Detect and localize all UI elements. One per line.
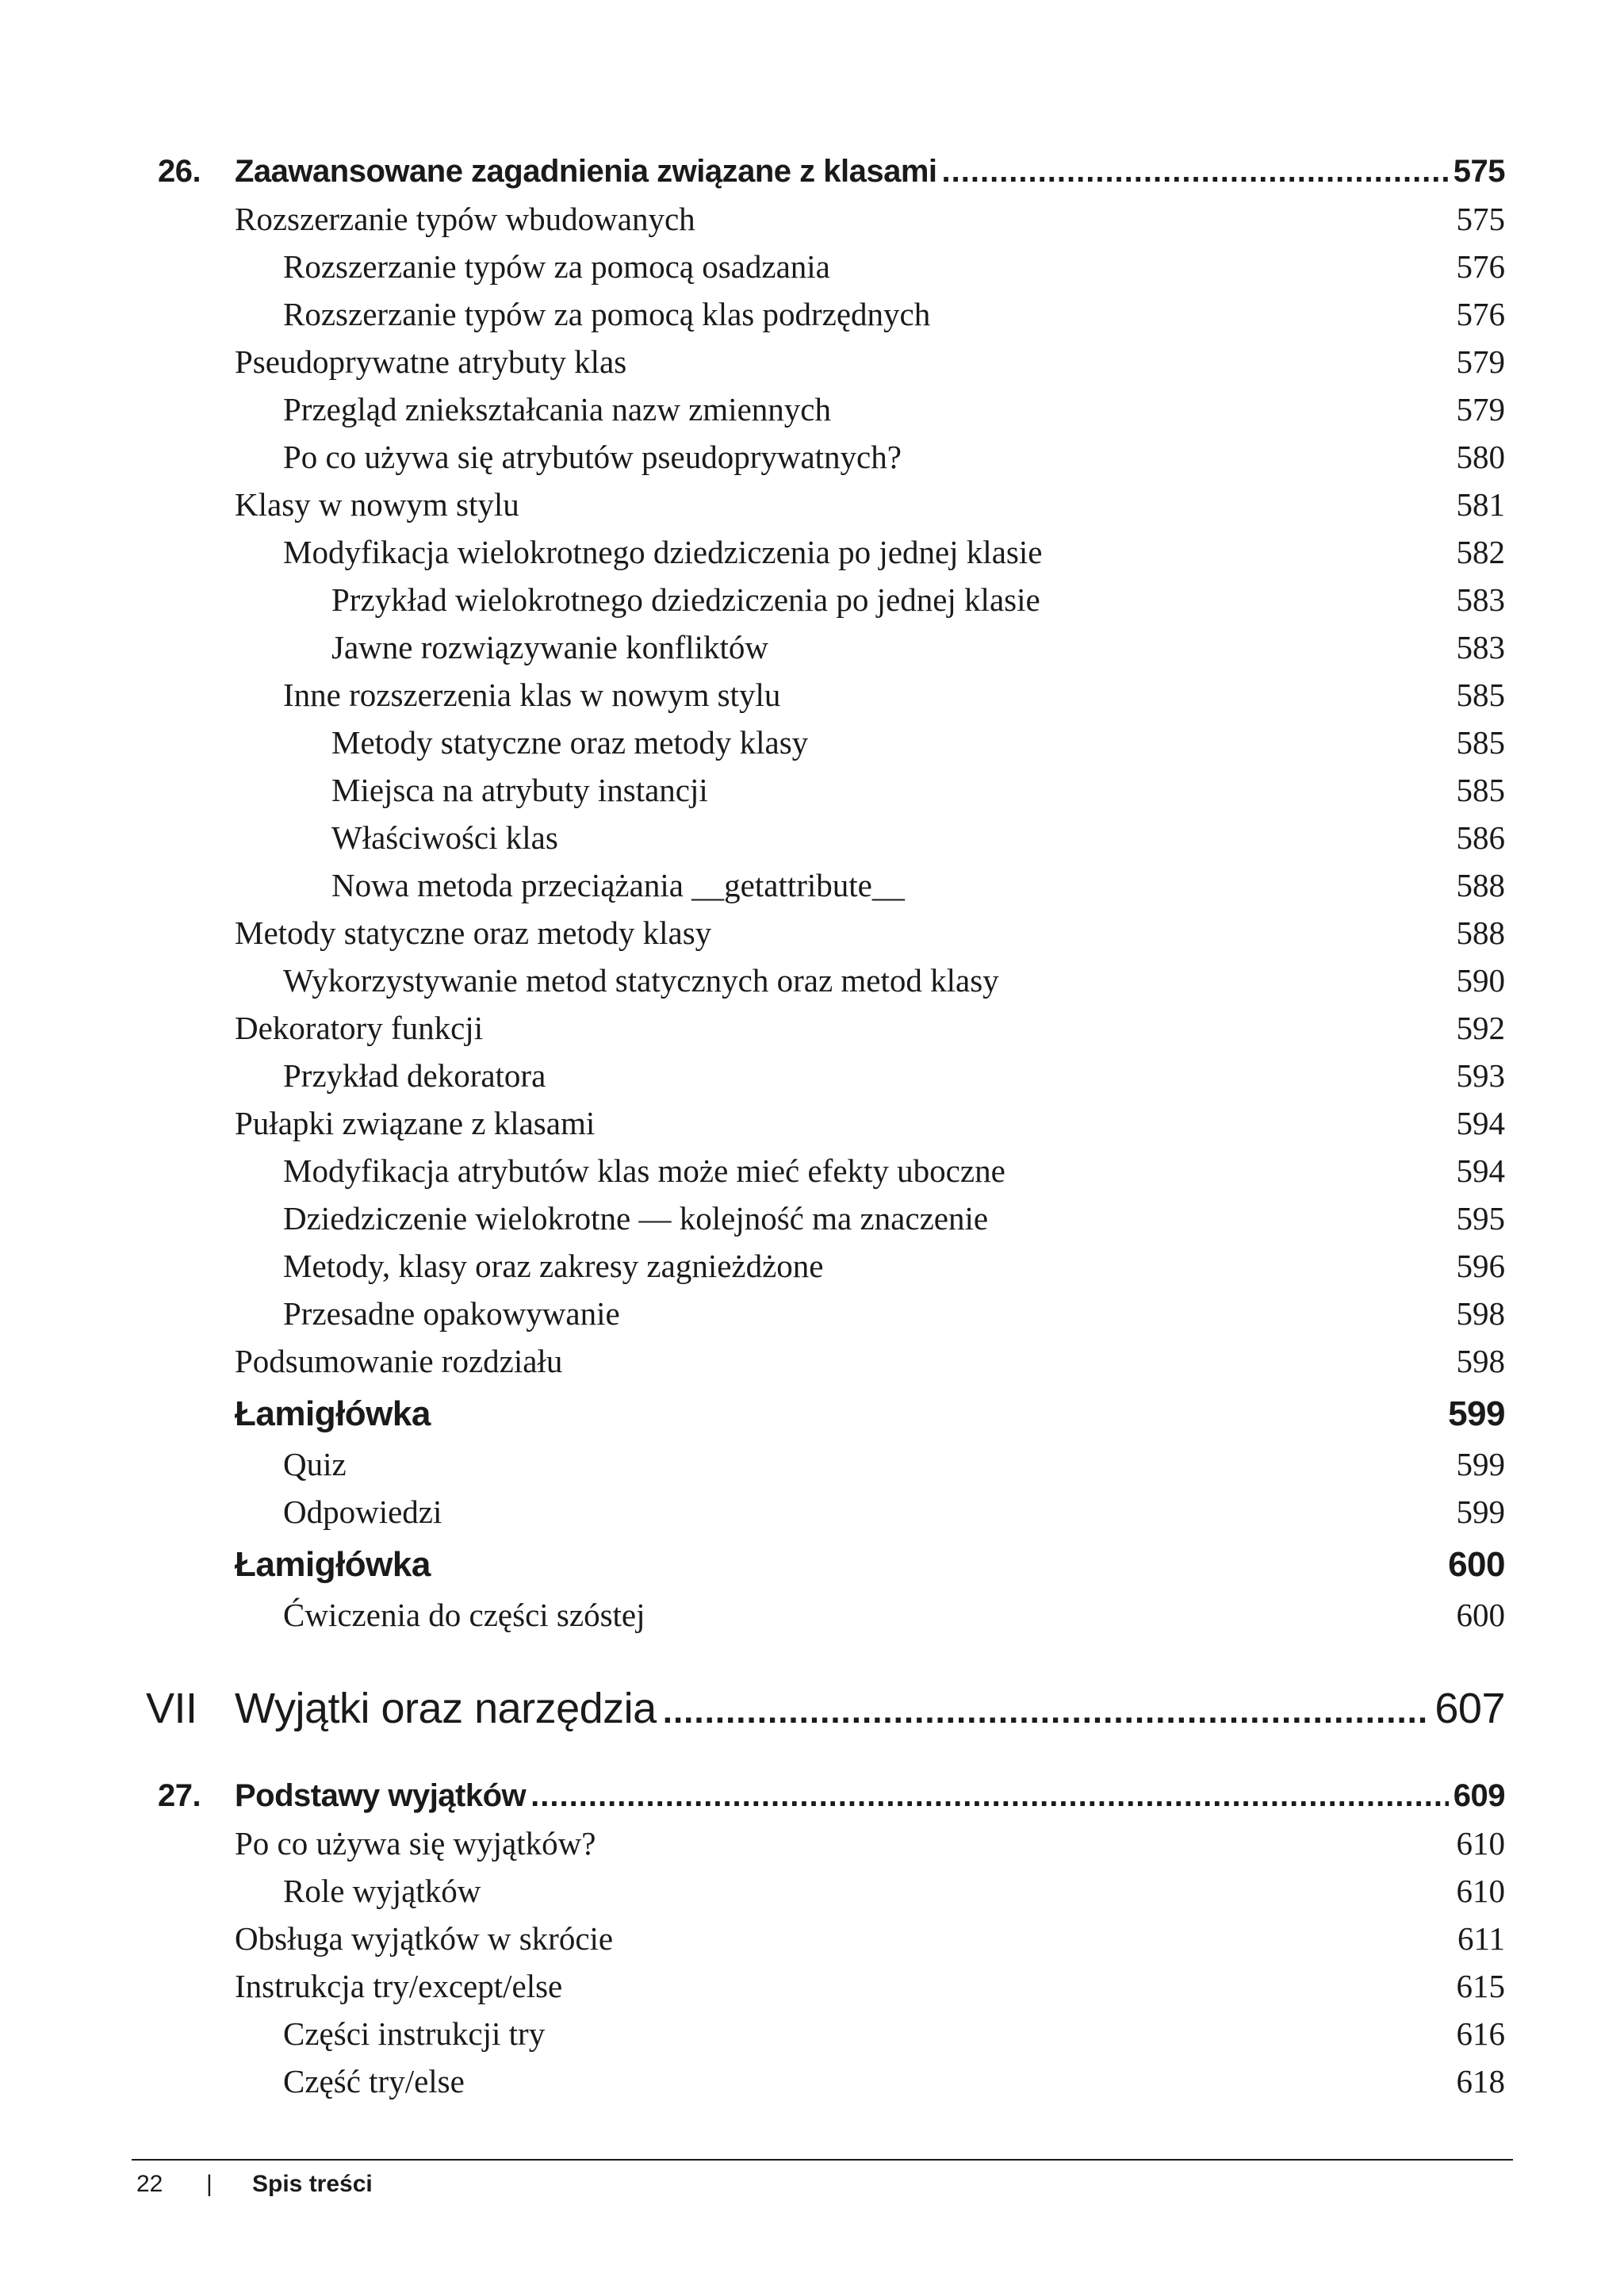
entry-title: Pseudoprywatne atrybuty klas — [235, 343, 627, 380]
toc-entry[interactable] — [0, 673, 1624, 717]
entry-title: Jawne rozwiązywanie konfliktów — [331, 629, 769, 665]
toc-entry[interactable] — [0, 1916, 1624, 1961]
toc-entry[interactable] — [0, 1593, 1624, 1637]
part-page: 607 — [1434, 1685, 1505, 1732]
entry-title: Pułapki związane z klasami — [235, 1105, 596, 1141]
entry-title: Modyfikacja atrybutów klas może mieć efekty uboczne — [283, 1152, 1005, 1189]
entry-title: Przegląd zniekształcania nazw zmiennych — [283, 391, 831, 428]
entry-page: 592 — [1456, 1010, 1505, 1046]
toc-entry[interactable] — [0, 720, 1624, 765]
footer-separator: | — [206, 2171, 213, 2197]
entry-title: Role wyjątków — [283, 1873, 481, 1909]
entry-page: 598 — [1456, 1343, 1505, 1379]
part-title: Wyjątki oraz narzędzia — [235, 1685, 657, 1732]
entry-page: 582 — [1456, 534, 1505, 570]
page-footer — [0, 2167, 1624, 2202]
entry-page: 610 — [1456, 1825, 1505, 1862]
entry-page: 594 — [1456, 1105, 1505, 1141]
footer-page-number: 22 — [136, 2171, 163, 2197]
entry-page: 599 — [1456, 1494, 1505, 1530]
toc-entry[interactable] — [0, 1148, 1624, 1193]
entry-page: 579 — [1456, 391, 1505, 428]
entry-title: Quiz — [283, 1446, 347, 1482]
entry-title: Dziedziczenie wielokrotne — kolejność ma znaczenie — [283, 1200, 989, 1237]
entry-page: 576 — [1456, 248, 1505, 285]
toc-entry[interactable] — [0, 1291, 1624, 1336]
toc-entry[interactable] — [0, 1196, 1624, 1240]
entry-page: 611 — [1457, 1920, 1505, 1957]
entry-title: Po co używa się atrybutów pseudoprywatnych? — [283, 439, 902, 475]
entry-page: 588 — [1456, 867, 1505, 903]
entry-title: Części instrukcji try — [283, 2015, 546, 2052]
toc-entry[interactable] — [0, 958, 1624, 1003]
entry-title: Obsługa wyjątków w skrócie — [235, 1920, 614, 1957]
toc-entry[interactable] — [0, 197, 1624, 241]
entry-title: Metody statyczne oraz metody klasy — [331, 724, 809, 761]
entry-page: 575 — [1456, 201, 1505, 237]
entry-page: 585 — [1456, 677, 1505, 713]
entry-page: 580 — [1456, 439, 1505, 475]
chapter-27-heading[interactable] — [0, 1772, 1624, 1819]
toc-entry[interactable] — [0, 1244, 1624, 1288]
toc-entry[interactable] — [0, 1964, 1624, 2008]
entry-title: Odpowiedzi — [283, 1494, 442, 1530]
chapter-page: 575 — [1453, 154, 1505, 189]
toc-entry[interactable] — [0, 625, 1624, 669]
entry-title: Wykorzystywanie metod statycznych oraz metod klasy — [283, 962, 999, 999]
entry-title: Modyfikacja wielokrotnego dziedziczenia po jednej klasie — [283, 534, 1043, 570]
footer-rule — [132, 2159, 1513, 2161]
entry-page: 594 — [1456, 1152, 1505, 1189]
entry-page: 610 — [1456, 1873, 1505, 1909]
entry-page: 590 — [1456, 962, 1505, 999]
toc-entry[interactable] — [0, 577, 1624, 622]
toc-entry[interactable] — [0, 1006, 1624, 1050]
entry-title: Nowa metoda przeciążania __getattribute__ — [331, 867, 905, 903]
entry-page: 600 — [1456, 1597, 1505, 1633]
entry-title: Metody statyczne oraz metody klasy — [235, 915, 712, 951]
toc-entry[interactable] — [0, 2059, 1624, 2103]
toc-entry[interactable] — [0, 2011, 1624, 2056]
entry-page: 585 — [1456, 772, 1505, 808]
part-title-leader — [235, 1678, 1505, 1742]
entry-title: Miejsca na atrybuty instancji — [331, 772, 708, 808]
entry-page: 615 — [1456, 1968, 1505, 2004]
toc-entry[interactable] — [0, 815, 1624, 860]
chapter-title-leader — [235, 148, 1505, 195]
entry-title: Klasy w nowym stylu — [235, 486, 519, 523]
entry-title: Po co używa się wyjątków? — [235, 1825, 596, 1862]
quiz-page: 599 — [1448, 1394, 1505, 1433]
toc-entry[interactable] — [0, 1442, 1624, 1486]
entry-page: 616 — [1456, 2015, 1505, 2052]
footer-section-name: Spis treści — [252, 2171, 373, 2197]
entry-title: Ćwiczenia do części szóstej — [283, 1597, 645, 1633]
toc-entry[interactable] — [0, 339, 1624, 384]
entry-title: Przykład dekoratora — [283, 1057, 546, 1094]
toc-entry[interactable] — [0, 1053, 1624, 1098]
entry-page: 583 — [1456, 581, 1505, 618]
entry-page: 596 — [1456, 1248, 1505, 1284]
toc-entry[interactable] — [0, 1339, 1624, 1383]
toc-entry[interactable] — [0, 911, 1624, 955]
entry-page: 579 — [1456, 343, 1505, 380]
entry-title: Inne rozszerzenia klas w nowym stylu — [283, 677, 781, 713]
toc-entry[interactable] — [0, 530, 1624, 574]
toc-entry[interactable] — [0, 1821, 1624, 1865]
entry-title: Rozszerzanie typów za pomocą klas podrzędnych — [283, 296, 931, 332]
toc-entry[interactable] — [0, 1490, 1624, 1534]
dot-leader — [530, 1772, 1449, 1819]
entry-page: 593 — [1456, 1057, 1505, 1094]
entry-page: 585 — [1456, 724, 1505, 761]
entry-title: Rozszerzanie typów za pomocą osadzania — [283, 248, 830, 285]
entry-page: 586 — [1456, 819, 1505, 856]
toc-entry[interactable] — [0, 768, 1624, 812]
entry-title: Rozszerzanie typów wbudowanych — [235, 201, 695, 237]
entry-title: Część try/else — [283, 2063, 465, 2099]
dot-leader — [942, 148, 1449, 195]
entry-page: 598 — [1456, 1295, 1505, 1332]
entry-title: Przesadne opakowywanie — [283, 1295, 620, 1332]
entry-title: Właściwości klas — [331, 819, 558, 856]
chapter-number: 26. — [158, 154, 201, 189]
toc-entry[interactable] — [0, 292, 1624, 336]
dot-leader — [663, 1681, 1429, 1742]
chapter-title: Podstawy wyjątków — [235, 1778, 527, 1813]
entry-page: 576 — [1456, 296, 1505, 332]
part-7-heading[interactable] — [0, 1678, 1624, 1739]
chapter-26-heading[interactable] — [0, 148, 1624, 195]
entry-title: Dekoratory funkcji — [235, 1010, 484, 1046]
toc-entry[interactable] — [0, 1101, 1624, 1145]
entry-page: 581 — [1456, 486, 1505, 523]
entry-title: Metody, klasy oraz zakresy zagnieżdżone — [283, 1248, 824, 1284]
part-number: VII — [146, 1685, 197, 1732]
chapter-title: Zaawansowane zagadnienia związane z klasami — [235, 154, 937, 189]
quiz-title: Łamigłówka — [235, 1545, 431, 1584]
chapter-page: 609 — [1453, 1778, 1505, 1813]
toc-entry[interactable] — [0, 435, 1624, 479]
toc-entry[interactable] — [0, 1869, 1624, 1913]
entry-title: Podsumowanie rozdziału — [235, 1343, 563, 1379]
entry-page: 618 — [1456, 2063, 1505, 2099]
entry-page: 583 — [1456, 629, 1505, 665]
toc-entry[interactable] — [0, 482, 1624, 527]
quiz-heading[interactable] — [0, 1540, 1624, 1589]
entry-page: 599 — [1456, 1446, 1505, 1482]
quiz-title: Łamigłówka — [235, 1394, 431, 1433]
entry-page: 588 — [1456, 915, 1505, 951]
entry-page: 595 — [1456, 1200, 1505, 1237]
quiz-heading[interactable] — [0, 1390, 1624, 1439]
entry-title: Przykład wielokrotnego dziedziczenia po jednej klasie — [331, 581, 1040, 618]
quiz-page: 600 — [1448, 1545, 1505, 1584]
entry-title: Instrukcja try/except/else — [235, 1968, 563, 2004]
chapter-title-leader — [235, 1772, 1505, 1819]
chapter-number: 27. — [158, 1778, 201, 1813]
toc-entry[interactable] — [0, 244, 1624, 289]
toc-entry[interactable] — [0, 387, 1624, 431]
toc-entry[interactable] — [0, 863, 1624, 907]
